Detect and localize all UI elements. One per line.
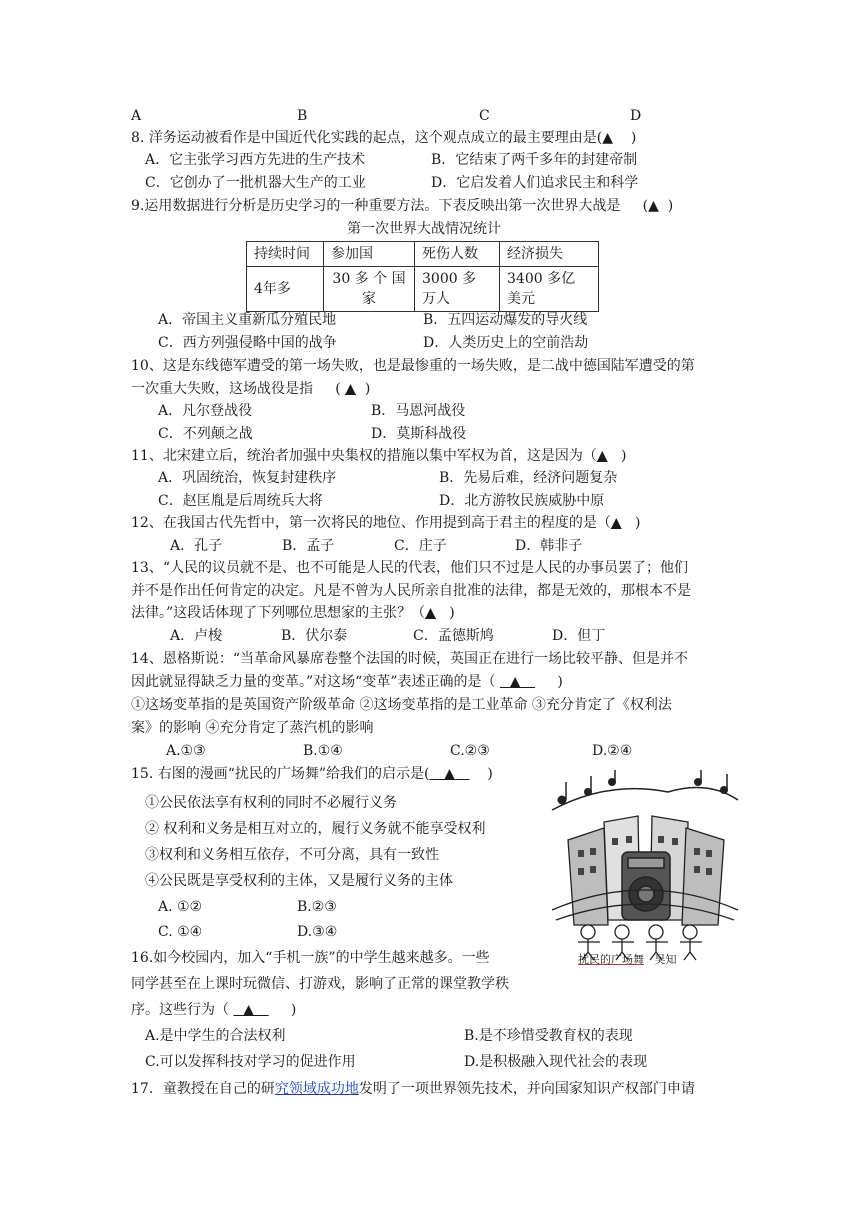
answer-blank: ▲: [444, 766, 455, 782]
music-notes-icon: [552, 770, 738, 810]
option-a: A．孔子: [170, 538, 223, 554]
answer-blank: ▲: [345, 381, 356, 397]
answer-blank: ▲: [610, 515, 622, 531]
option-c: C．它创办了一批机器大生产的工业: [145, 175, 366, 191]
question-14-line2: 因此就显得缺乏力量的变革。”对这场“变革”表述正确的是（ ▲ ): [131, 674, 563, 690]
question-16-text: 序。这些行为（: [131, 1002, 229, 1018]
question-9-stem: 9.运用数据进行分析是历史学习的一种重要方法。下表反映出第一次世界大战是 (▲ ): [131, 198, 674, 214]
option-d: D．莫斯科战役: [371, 426, 467, 442]
answer-blank: ▲: [648, 198, 659, 214]
option-a: A. ①②: [158, 899, 203, 915]
cartoon-drawing: [548, 770, 742, 970]
question-13-line3: 法律。”这段话体现了下列哪位思想家的主张？（▲ ): [131, 605, 455, 621]
statement-3: ③权利和义务相互依存，不可分离，具有一致性: [145, 847, 439, 863]
close-paren: ): [630, 130, 637, 146]
option-b: B.是不珍惜受教育权的表现: [464, 1028, 633, 1044]
option-b: B．它结束了两千多年的封建帝制: [431, 152, 638, 168]
table-cell: 3400 多亿 美元: [500, 267, 599, 312]
option-a: A．它主张学习西方先进的生产技术: [145, 152, 366, 168]
option-b: B．先易后难，经济问题复杂: [439, 470, 618, 486]
option-d: D.②④: [592, 743, 633, 759]
option-header-c: C: [479, 108, 490, 124]
question-11-text: 11、北宋建立后，统治者加强中央集权的措施以集中军权为首，这是因为（: [131, 448, 597, 464]
option-c: C.②③: [450, 743, 490, 759]
question-16-line3: 序。这些行为（ ▲ ): [131, 1002, 297, 1018]
option-a: A.①③: [166, 743, 206, 759]
option-b: B．马恩河战役: [371, 403, 466, 419]
question-10-line2: 一次重大失败，这场战役是指 ( ▲ ): [131, 381, 371, 397]
table-header-row: [247, 242, 599, 267]
question-9-text: 9.运用数据进行分析是历史学习的一种重要方法。下表反映出第一次世界大战是: [131, 198, 621, 214]
question-15-stem: 15. 右图的漫画“扰民的广场舞”给我们的启示是( ▲ ): [131, 766, 493, 782]
option-d: D．但丁: [552, 628, 606, 644]
statement-1: ①公民依法享有权利的同时不必履行义务: [145, 795, 397, 811]
table-cell: 3000 多 万人: [415, 267, 500, 312]
option-c: C．庄子: [394, 538, 447, 554]
option-a: A．巩固统治，恢复封建秩序: [158, 470, 337, 486]
table-header-cell: 持续时间: [247, 242, 324, 267]
square-dance-cartoon: [548, 770, 742, 970]
loudspeaker: [622, 852, 670, 920]
question-17-text-end: 发明了一项世界领先技术，并向国家知识产权部门申请: [358, 1081, 695, 1097]
question-13-line1: 13、“人民的议员就不是、也不可能是人民的代表，他们只不过是人民的办事员罢了；他们: [131, 560, 688, 576]
option-a: A．卢梭: [170, 628, 223, 644]
option-b: B.①④: [303, 743, 343, 759]
option-b: B．五四运动爆发的导火线: [423, 312, 588, 328]
answer-blank: ▲: [602, 130, 614, 146]
question-13-line2: 并不是作出任何肯定的决定。凡是不曾为人民所亲自批准的法律，都是无效的，那根本不是: [131, 583, 691, 599]
question-8-text: 8. 洋务运动被看作是中国近代化实践的起点，这个观点成立的最主要理由是(: [131, 130, 603, 146]
option-header-a: A: [131, 108, 142, 124]
option-d: D．韩非子: [515, 538, 583, 554]
option-a: A．凡尔登战役: [158, 403, 253, 419]
option-a: A.是中学生的合法权利: [145, 1028, 286, 1044]
question-16-line2: 同学甚至在上课时玩微信、打游戏，影响了正常的课堂教学秩: [131, 976, 509, 992]
option-c: C. ①④: [158, 924, 203, 940]
statement-4: ④公民既是享受权利的主体，又是履行义务的主体: [145, 873, 453, 889]
option-d: D．北方游牧民族威胁中原: [439, 493, 605, 509]
option-b: B.②③: [297, 899, 337, 915]
question-10-text: 一次重大失败，这场战役是指: [131, 381, 313, 397]
question-14-line1: 14、恩格斯说：“当革命风暴席卷整个法国的时候，英国正在进行一场比较平静、但是并不: [131, 651, 688, 667]
answer-blank: ▲: [243, 1002, 254, 1018]
question-12-stem: 12、在我国古代先哲中，第一次将民的地位、作用提到高于君主的程度的是（▲ ): [131, 515, 641, 531]
table-row: [247, 267, 599, 312]
option-b: B．伏尔泰: [281, 628, 348, 644]
table-cell: 4年多: [247, 267, 324, 312]
question-8-stem: [131, 128, 636, 148]
cartoon-caption: 扰民的广场舞 吴知: [578, 953, 677, 966]
question-14-line4: 案》的影响 ④充分肯定了蒸汽机的影响: [131, 720, 374, 736]
question-12-text: 12、在我国古代先哲中，第一次将民的地位、作用提到高于君主的程度的是（: [131, 515, 611, 531]
question-17-stem: [131, 1079, 695, 1099]
question-14-text: 因此就显得缺乏力量的变革。”对这场“变革”表述正确的是（: [131, 674, 496, 690]
question-17-link[interactable]: 究领域成功地: [274, 1081, 359, 1097]
statement-2: ② 权利和义务是相互对立的，履行义务就不能享受权利: [145, 821, 486, 837]
option-c: C.可以发挥科技对学习的促进作用: [145, 1054, 356, 1070]
option-d: D．它启发着人们追求民主和科学: [431, 175, 639, 191]
answer-blank: ▲: [509, 674, 521, 690]
question-17-text: 17．童教授在自己的研: [131, 1081, 275, 1097]
question-13-text: 法律。”这段话体现了下列哪位思想家的主张？（: [131, 605, 426, 621]
table-cell: 30 多 个 国家: [324, 267, 415, 312]
table-header-cell: 经济损失: [500, 242, 599, 267]
option-d: D．人类历史上的空前浩劫: [423, 335, 589, 351]
table-header-cell: 死伤人数: [415, 242, 500, 267]
option-header-b: B: [297, 108, 308, 124]
option-header-d: D: [630, 108, 642, 124]
option-c: C．西方列强侵略中国的战争: [158, 335, 337, 351]
question-15-text: 15. 右图的漫画“扰民的广场舞”给我们的启示是(: [131, 766, 430, 782]
ww1-statistics-table: [246, 241, 599, 312]
option-c: C．不列颠之战: [158, 426, 253, 442]
option-d: D.③④: [297, 924, 338, 940]
question-11-stem: 11、北宋建立后，统治者加强中央集权的措施以集中军权为首，这是因为（▲ ): [131, 448, 627, 464]
option-d: D.是积极融入现代社会的表现: [464, 1054, 648, 1070]
table-header-cell: 参加国: [324, 242, 415, 267]
option-b: B．孟子: [282, 538, 335, 554]
question-10-line1: 10、这是东线德军遭受的第一场失败，也是最惨重的一场失败，是二战中德国陆军遭受的第: [131, 358, 695, 374]
table-title: 第一次世界大战情况统计: [347, 221, 501, 237]
question-14-line3: ①这场变革指的是英国资产阶级革命 ②这场变革指的是工业革命 ③充分肯定了《权利法: [131, 697, 672, 713]
option-a: A．帝国主义重新瓜分殖民地: [158, 312, 337, 328]
answer-blank: ▲: [596, 448, 608, 464]
answer-blank: ▲: [425, 605, 436, 621]
option-c: C．孟德斯鸠: [413, 628, 494, 644]
question-16-line1: 16.如今校园内，加入“手机一族”的中学生越来越多。一些: [131, 950, 490, 966]
option-c: C．赵匡胤是后周统兵大将: [158, 493, 323, 509]
